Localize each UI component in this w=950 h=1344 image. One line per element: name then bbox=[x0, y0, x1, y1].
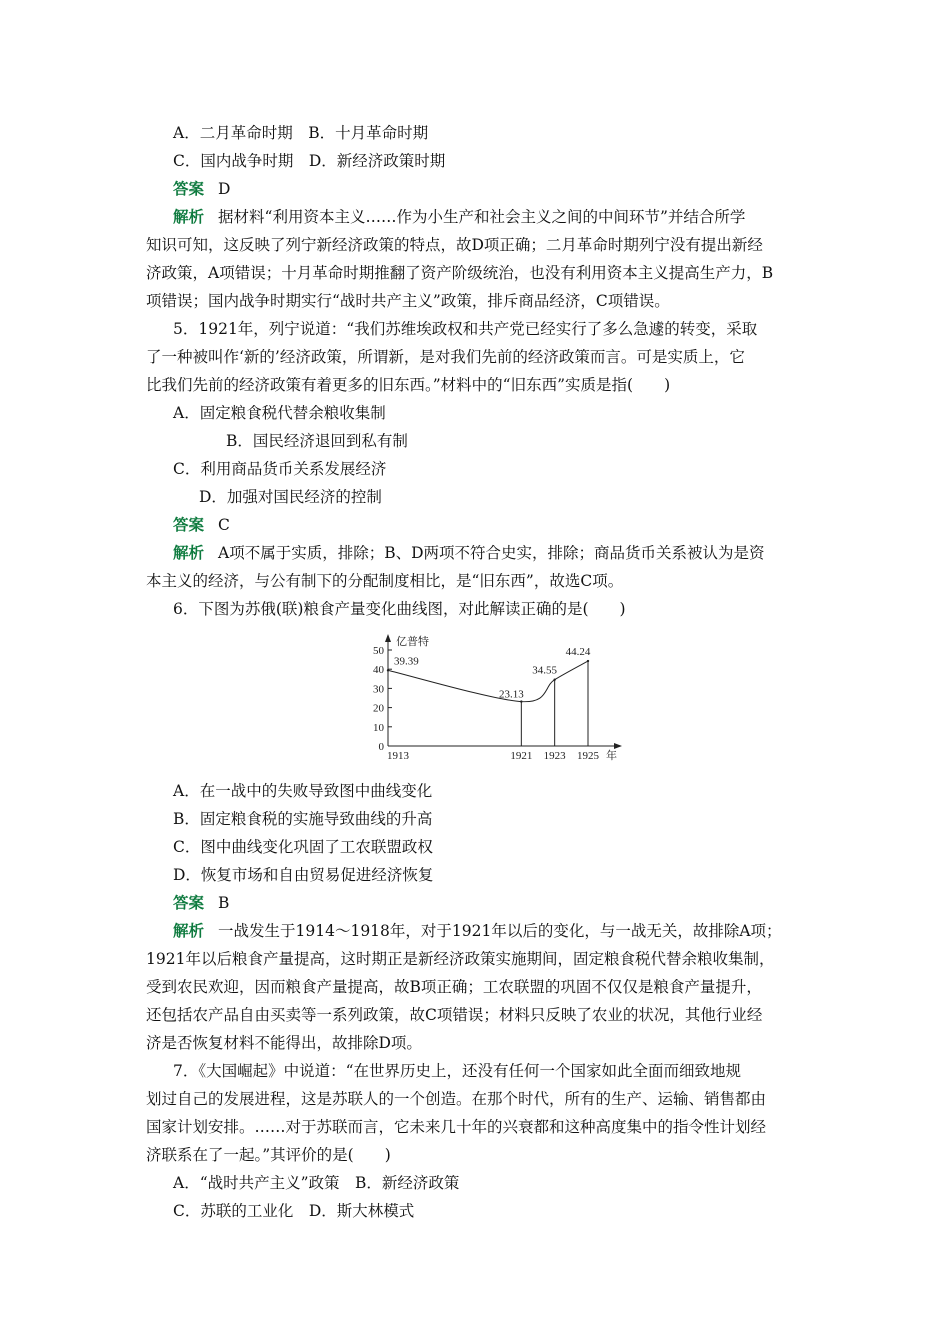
data-label: 34.55 bbox=[532, 664, 558, 677]
q6-analysis-line: 还包括农产品自由买卖等一系列政策，故C项错误；材料只反映了农业的状况，其他行业经 bbox=[146, 1006, 763, 1024]
y-tick-label: 30 bbox=[373, 683, 384, 696]
q4-analysis-line: 项错误；国内战争时期实行“战时共产主义”政策，排斥商品经济，C项错误。 bbox=[146, 292, 670, 310]
q5-answer bbox=[173, 515, 230, 535]
q4-options-cd: C．国内战争时期 D．新经济政策时期 bbox=[173, 152, 446, 170]
q6-analysis-line: 解析 一战发生于1914～1918年，对于1921年以后的变化，与一战无关，故排除A项； bbox=[173, 922, 782, 940]
q5-stem-line: 比我们先前的经济政策有着更多的旧东西。”材料中的“旧东西”实质是指( ) bbox=[146, 376, 671, 394]
y-axis-unit: 亿普特 bbox=[396, 636, 429, 648]
answer-label: 答案 bbox=[173, 516, 205, 534]
q4-options-ab: A．二月革命时期 B．十月革命时期 bbox=[173, 124, 429, 142]
y-tick-label: 10 bbox=[373, 721, 384, 734]
q5-option-d: D．加强对国民经济的控制 bbox=[199, 488, 382, 506]
x-tick-label: 1923 bbox=[543, 750, 566, 762]
answer-label: 答案 bbox=[173, 180, 205, 198]
q6-analysis-line: 济是否恢复材料不能得出，故排除D项。 bbox=[146, 1034, 422, 1052]
q4-answer bbox=[173, 179, 230, 199]
q6-stem: 6．下图为苏俄(联)粮食产量变化曲线图，对此解读正确的是( ) bbox=[173, 600, 626, 618]
answer-label: 答案 bbox=[173, 894, 205, 912]
y-tick-label: 40 bbox=[373, 664, 384, 677]
x-tick-label: 1921 bbox=[510, 750, 533, 762]
data-point bbox=[553, 678, 555, 680]
q7-stem-line: 国家计划安排。……对于苏联而言，它未来几十年的兴衰都和这种高度集中的指令性计划经 bbox=[146, 1118, 767, 1136]
data-label: 44.24 bbox=[565, 646, 591, 659]
analysis-label: 解析 bbox=[173, 544, 205, 562]
data-label: 39.39 bbox=[394, 655, 419, 668]
q7-options-ab: A．“战时共产主义”政策 B．新经济政策 bbox=[173, 1174, 460, 1192]
q5-stem-line: 5．1921年，列宁说道：“我们苏维埃政权和共产党已经实行了多么急遽的转变，采取 bbox=[173, 320, 758, 338]
answer-value: C bbox=[218, 516, 230, 534]
x-tick-label: 1913 bbox=[387, 750, 409, 762]
q7-stem-line: 7．《大国崛起》中说道：“在世界历史上，还没有任何一个国家如此全面而细致地规 bbox=[173, 1062, 742, 1080]
q5-analysis-line: 解析 A项不属于实质，排除；B、D两项不符合史实，排除；商品货币关系被认为是资 bbox=[173, 544, 765, 562]
q6-option-b: B．固定粮食税的实施导致曲线的升高 bbox=[173, 810, 433, 828]
y-axis-arrow bbox=[385, 634, 391, 642]
analysis-label: 解析 bbox=[173, 208, 205, 226]
y-tick-label: 50 bbox=[373, 645, 384, 657]
q6-answer bbox=[173, 893, 229, 913]
q4-analysis-line: 解析 据材料“利用资本主义……作为小生产和社会主义之间的中间环节”并结合所学 bbox=[173, 208, 746, 226]
q6-analysis-line: 受到农民欢迎，因而粮食产量提高，故B项正确；工农联盟的巩固不仅仅是粮食产量提升， bbox=[146, 978, 762, 996]
y-tick-label: 20 bbox=[373, 702, 384, 715]
data-point bbox=[587, 660, 589, 662]
q6-option-c: C．图中曲线变化巩固了工农联盟政权 bbox=[173, 838, 433, 856]
q5-option-c: C．利用商品货币关系发展经济 bbox=[173, 460, 387, 478]
x-tick-label: 1925 bbox=[577, 750, 599, 762]
data-label: 23.13 bbox=[498, 688, 524, 701]
q5-option-a: A．固定粮食税代替余粮收集制 bbox=[173, 404, 386, 422]
q6-option-a: A．在一战中的失败导致图中曲线变化 bbox=[173, 782, 433, 800]
analysis-label: 解析 bbox=[173, 922, 205, 940]
data-point bbox=[520, 700, 522, 702]
q7-stem-line: 划过自己的发展进程，这是苏联人的一个创造。在那个时代，所有的生产、运输、销售都由 bbox=[146, 1090, 767, 1108]
y-tick-label: 0 bbox=[378, 741, 384, 753]
q7-stem-line: 济联系在了一起。”其评价的是( ) bbox=[146, 1146, 391, 1164]
answer-value: D bbox=[218, 180, 231, 198]
q4-analysis-line: 知识可知，这反映了列宁新经济政策的特点，故D项正确；二月革命时期列宁没有提出新经 bbox=[146, 236, 763, 254]
q5-stem-line: 了一种被叫作‘新的’经济政策，所谓新，是对我们先前的经济政策而言。可是实质上，它 bbox=[146, 348, 745, 366]
grain-output-chart bbox=[366, 630, 628, 770]
x-axis-arrow bbox=[614, 743, 622, 749]
answer-value: B bbox=[218, 894, 230, 912]
data-point bbox=[387, 669, 389, 671]
q6-analysis-line: 1921年以后粮食产量提高，这时期正是新经济政策实施期间，固定粮食税代替余粮收集制， bbox=[146, 950, 775, 968]
q5-option-b: B．国民经济退回到私有制 bbox=[226, 432, 408, 450]
q6-option-d: D．恢复市场和自由贸易促进经济恢复 bbox=[173, 866, 434, 884]
q7-options-cd: C．苏联的工业化 D．斯大林模式 bbox=[173, 1202, 415, 1220]
q4-analysis-line: 济政策，A项错误；十月革命时期推翻了资产阶级统治，也没有利用资本主义提高生产力，B bbox=[146, 264, 774, 282]
x-axis-unit: 年 bbox=[606, 750, 617, 762]
q5-analysis-line: 本主义的经济，与公有制下的分配制度相比，是“旧东西”，故选C项。 bbox=[146, 572, 624, 590]
